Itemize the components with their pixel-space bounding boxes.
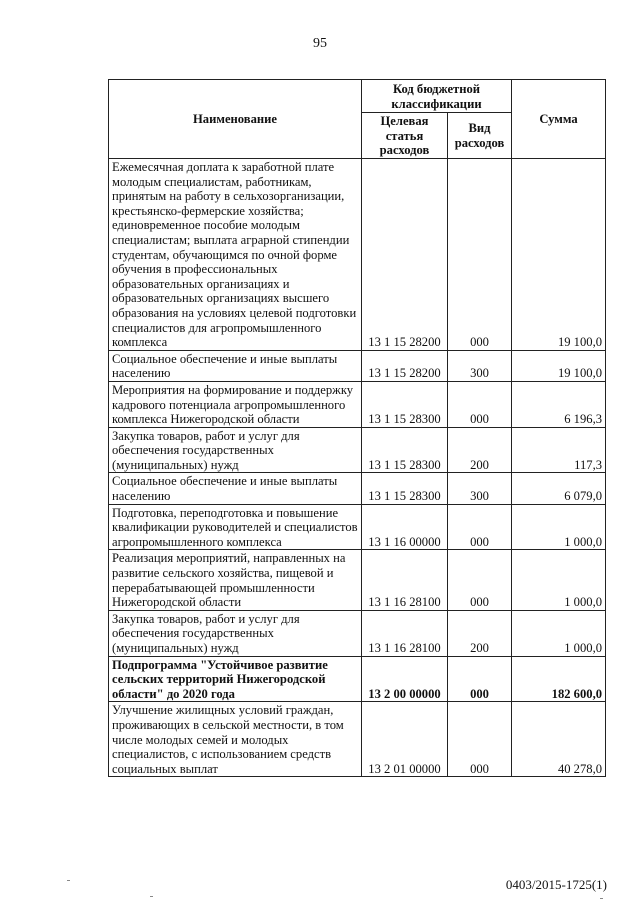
header-kind: Вид расходов — [448, 113, 512, 159]
row-target-cell: 13 1 15 28300 — [362, 473, 448, 504]
table-row — [109, 381, 606, 427]
row-name-cell: Подпрограмма "Устойчивое развитие сельских территорий Нижегородской области" до 2020 года — [109, 656, 362, 702]
table-row — [109, 656, 606, 702]
table-row — [109, 159, 606, 351]
row-sum-cell: 1 000,0 — [512, 504, 606, 550]
row-name-cell: Улучшение жилищных условий граждан, проживающих в сельской местности, в том числе молодых семей и молодых специалистов, с использованием средств социальных выплат — [109, 702, 362, 777]
scan-mark — [150, 896, 153, 897]
row-target-cell: 13 2 01 00000 — [362, 702, 448, 777]
row-sum-cell: 117,3 — [512, 427, 606, 473]
header-code-group: Код бюджетной классификации — [362, 80, 512, 113]
row-kind-cell: 000 — [448, 656, 512, 702]
row-sum-cell: 19 100,0 — [512, 350, 606, 381]
row-sum-cell: 19 100,0 — [512, 159, 606, 351]
scan-mark — [600, 898, 603, 899]
row-name-cell: Ежемесячная доплата к заработной плате молодым специалистам, работникам, принятым на работу в сельхозорганизации, крестьянско-фермерские хозяйства; единовременное пособие молодым специалистам; выплата аграрной стипендии студентам, обучающимся по очной форме обучения в профессиональных образовательных организациях и образовательных организациях высшего образования на условиях целевой подготовки специалистов для агропромышленного комплекса — [109, 159, 362, 351]
row-name-cell: Закупка товаров, работ и услуг для обеспечения государственных (муниципальных) нужд — [109, 610, 362, 656]
row-target-cell: 13 1 15 28200 — [362, 159, 448, 351]
row-name-cell: Социальное обеспечение и иные выплаты населению — [109, 350, 362, 381]
header-target: Целевая статья расходов — [362, 113, 448, 159]
row-sum-cell: 6 079,0 — [512, 473, 606, 504]
row-name-cell: Мероприятия на формирование и поддержку кадрового потенциала агропромышленного комплекса Нижегородской области — [109, 381, 362, 427]
page-number: 95 — [313, 36, 327, 51]
row-target-cell: 13 1 15 28200 — [362, 350, 448, 381]
row-kind-cell: 200 — [448, 610, 512, 656]
row-target-cell: 13 1 15 28300 — [362, 381, 448, 427]
form-code: 0403/2015-1725(1) — [505, 877, 607, 892]
row-name-cell: Реализация мероприятий, направленных на развитие сельского хозяйства, пищевой и перерабатывающей промышленности Нижегородской области — [109, 550, 362, 610]
row-kind-cell: 000 — [448, 702, 512, 777]
row-target-cell: 13 1 15 28300 — [362, 427, 448, 473]
row-kind-cell: 300 — [448, 350, 512, 381]
table-row — [109, 350, 606, 381]
row-kind-cell: 000 — [448, 159, 512, 351]
row-name-cell: Закупка товаров, работ и услуг для обеспечения государственных (муниципальных) нужд — [109, 427, 362, 473]
row-target-cell: 13 1 16 28100 — [362, 550, 448, 610]
row-sum-cell: 40 278,0 — [512, 702, 606, 777]
table-row — [109, 427, 606, 473]
row-kind-cell: 000 — [448, 381, 512, 427]
row-sum-cell: 182 600,0 — [512, 656, 606, 702]
row-kind-cell: 000 — [448, 550, 512, 610]
row-kind-cell: 200 — [448, 427, 512, 473]
header-name: Наименование — [109, 80, 362, 159]
row-target-cell: 13 1 16 28100 — [362, 610, 448, 656]
row-name-cell: Подготовка, переподготовка и повышение квалификации руководителей и специалистов агропромышленного комплекса — [109, 504, 362, 550]
row-sum-cell: 1 000,0 — [512, 610, 606, 656]
table-row — [109, 702, 606, 777]
table-header — [109, 80, 606, 159]
budget-table — [108, 79, 606, 777]
table-row — [109, 610, 606, 656]
row-kind-cell: 300 — [448, 473, 512, 504]
table-row — [109, 504, 606, 550]
table-body — [109, 159, 606, 777]
row-sum-cell: 6 196,3 — [512, 381, 606, 427]
row-sum-cell: 1 000,0 — [512, 550, 606, 610]
table-row — [109, 473, 606, 504]
header-sum: Сумма — [512, 80, 606, 159]
table-row — [109, 550, 606, 610]
scan-mark — [67, 880, 70, 881]
row-name-cell: Социальное обеспечение и иные выплаты населению — [109, 473, 362, 504]
row-target-cell: 13 2 00 00000 — [362, 656, 448, 702]
row-kind-cell: 000 — [448, 504, 512, 550]
row-target-cell: 13 1 16 00000 — [362, 504, 448, 550]
